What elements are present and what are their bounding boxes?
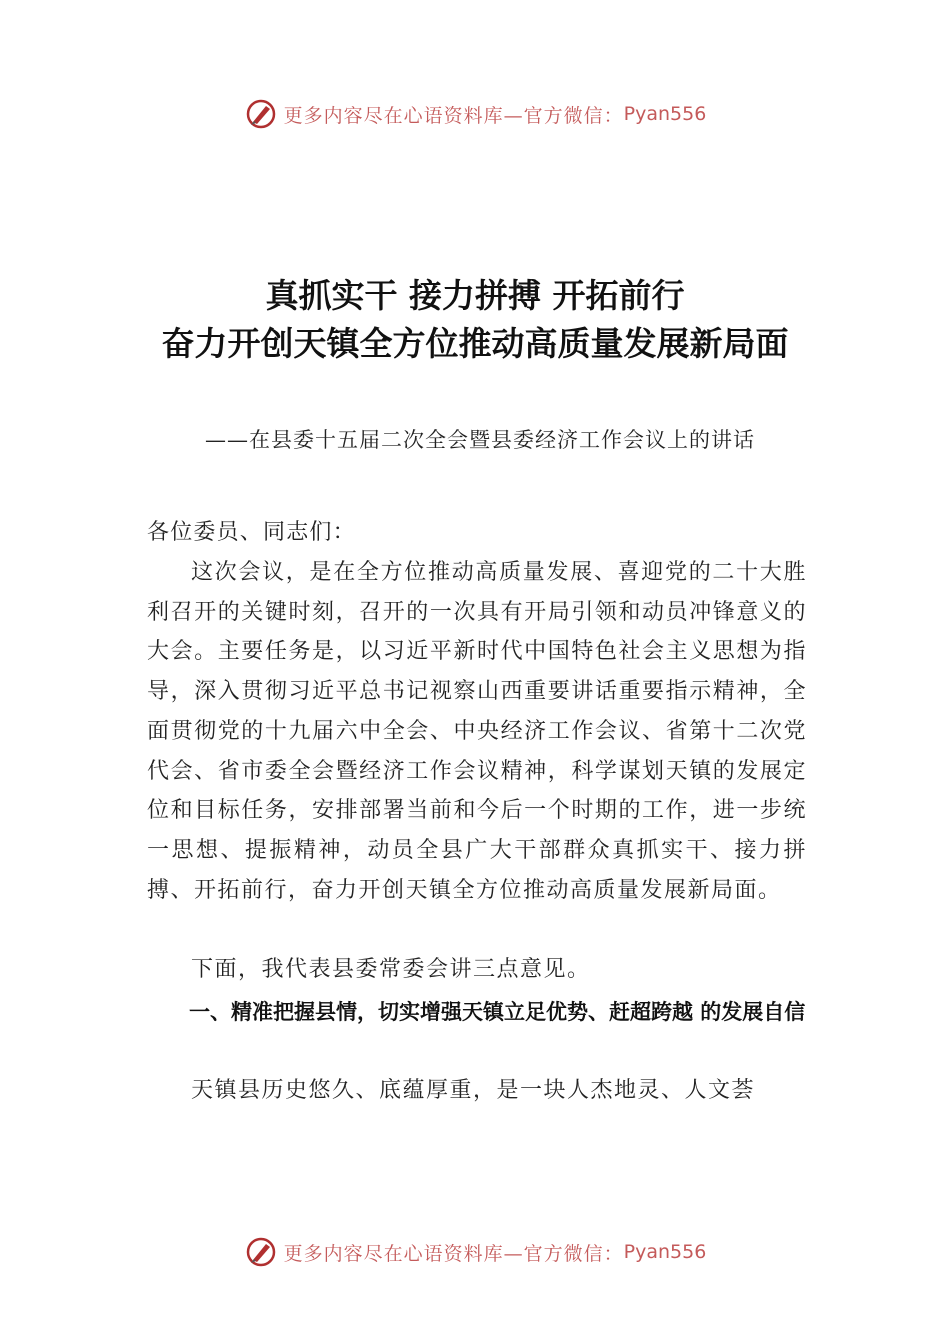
- watermark-text: 更多内容尽在心语资料库—官方微信：: [283, 1242, 624, 1265]
- document-title-line2: 奋力开创天镇全方位推动高质量发展新局面: [161, 324, 789, 363]
- pen-logo-icon: [244, 1235, 278, 1269]
- watermark-banner-top: [0, 94, 950, 134]
- watermark-banner-bottom: [0, 1232, 950, 1272]
- pen-logo-icon: [244, 97, 278, 131]
- document-subtitle: ——在县委十五届二次全会暨县委经济工作会议上的讲话: [205, 428, 755, 452]
- section-heading-1: 一、精准把握县情，切实增强天镇立足优势、赶超跨越 的发展自信: [189, 1000, 806, 1024]
- document-title-line1: 真抓实干 接力拼搏 开拓前行: [265, 276, 685, 315]
- paragraph-section-1: 天镇县历史悠久、底蕴厚重，是一块人杰地灵、人文荟: [191, 1078, 756, 1103]
- paragraph-intro: 这次会议，是在全方位推动高质量发展、喜迎党的二十大胜利召开的关键时刻，召开的一次具有开局引领和动员冲锋意义的大会。主要任务是，以习近平新时代中国特色社会主义思想为指导，深入贯彻习近平总书记视察山西重要讲话重要指示精神，全面贯彻党的十九届六中全会、中央经济工作会议、省第十二次党代会、省市委全会暨经济工作会议精神，科学谋划天镇的发展定位和目标任务，安排部署当前和今后一个时期的工作，进一步统一思想、提振精神，动员全县广大干部群众真抓实干、接力拼搏、开拓前行，奋力开创天镇全方位推动高质量发展新局面。: [147, 560, 807, 903]
- watermark-wechat-id: Pyan556: [623, 1241, 707, 1263]
- paragraph-outline: 下面，我代表县委常委会讲三点意见。: [191, 957, 591, 982]
- watermark-wechat-id: Pyan556: [623, 103, 707, 125]
- watermark-text: 更多内容尽在心语资料库—官方微信：: [283, 104, 624, 127]
- salutation: 各位委员、同志们：: [147, 520, 356, 545]
